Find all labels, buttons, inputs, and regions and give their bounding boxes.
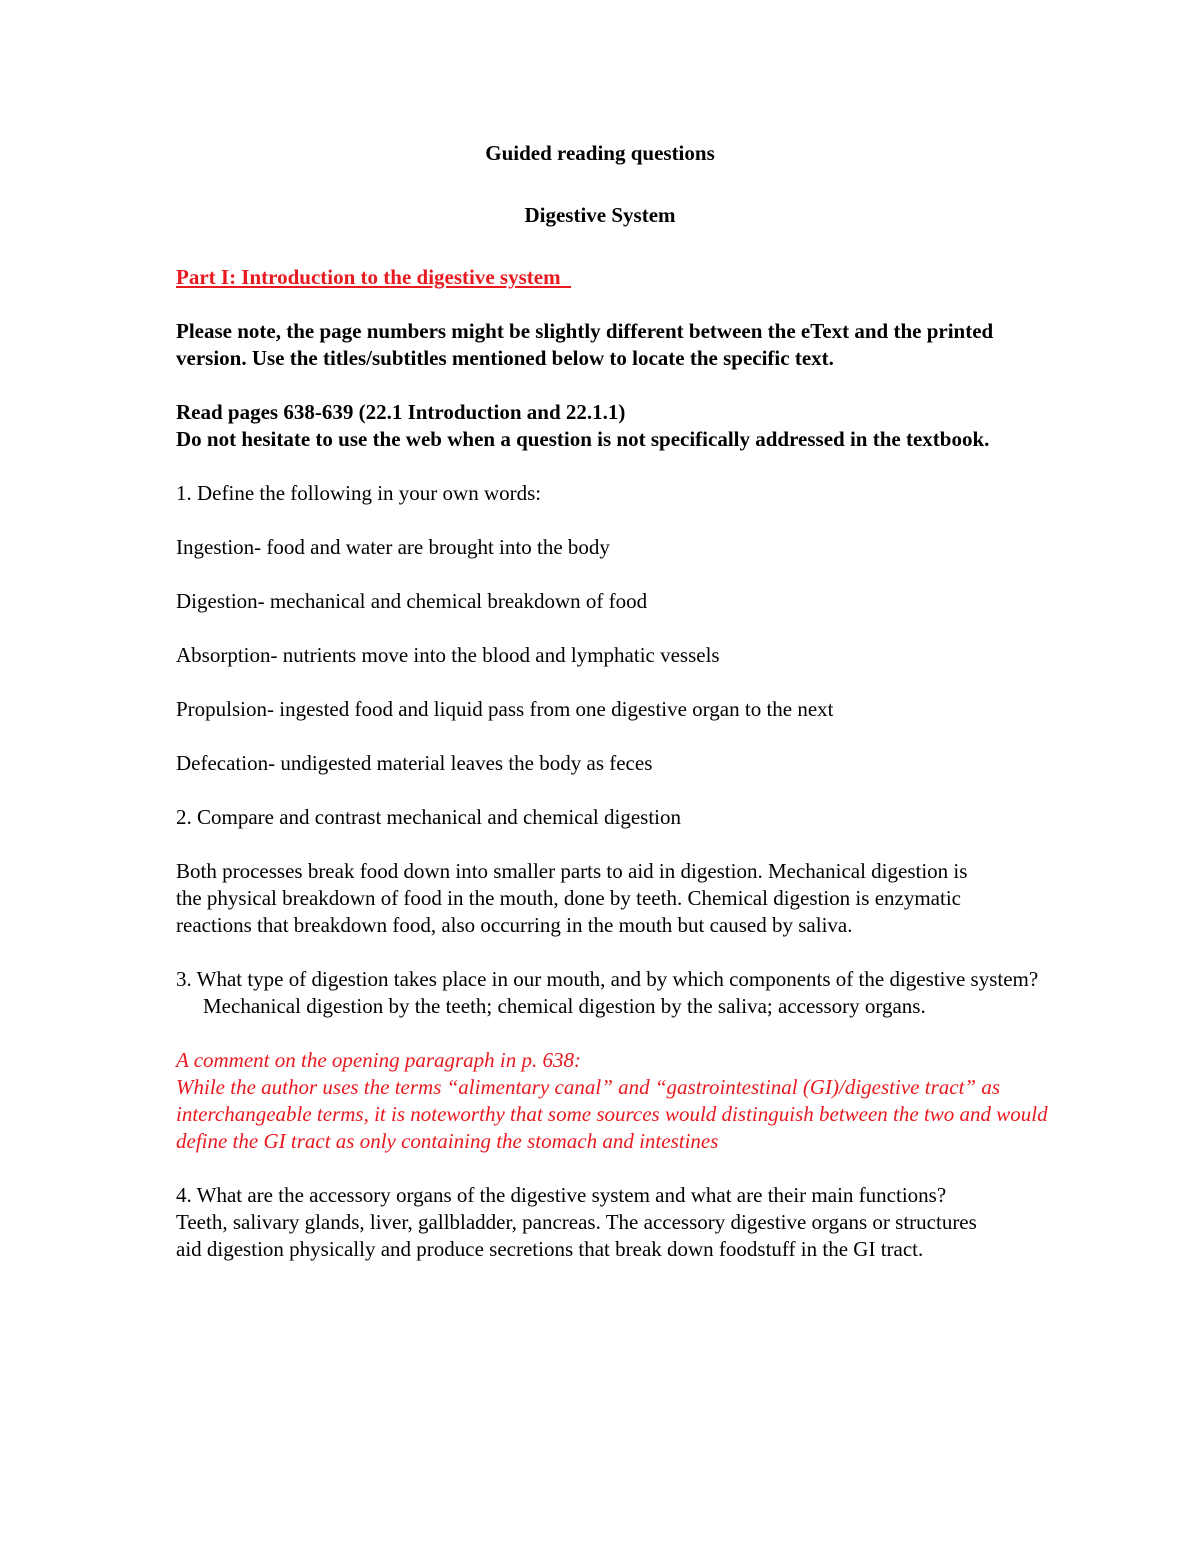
- question-3: 3. What type of digestion takes place in our mouth, and by which components of the digestive system? Mechanical digestion by the teeth; chemical digestion by the saliva; accessory organs.: [176, 967, 1039, 1018]
- comment-heading: A comment on the opening paragraph in p. 638:: [176, 1048, 581, 1072]
- definition-defecation: Defecation- undigested material leaves the body as feces: [176, 751, 653, 775]
- comment-body: While the author uses the terms “alimentary canal” and “gastrointestinal (GI)/digestive tract” as interchangeable terms, it is noteworthy that some sources would distinguish between the two and would define the GI tract as only containing the stomach and intestines: [176, 1075, 1048, 1153]
- answer-2: Both processes break food down into smaller parts to aid in digestion. Mechanical digestion is the physical breakdown of food in the mouth, done by teeth. Chemical digestion is enzymatic reactions that breakdown food, also occurring in the mouth but caused by saliva.: [176, 859, 968, 937]
- question-1: 1. Define the following in your own words:: [176, 481, 542, 505]
- definition-digestion: Digestion- mechanical and chemical breakdown of food: [176, 589, 648, 613]
- question-2: 2. Compare and contrast mechanical and chemical digestion: [176, 805, 681, 829]
- read-pages-instruction: Read pages 638-639 (22.1 Introduction and 22.1.1): [176, 400, 626, 424]
- definition-propulsion: Propulsion- ingested food and liquid pass from one digestive organ to the next: [176, 697, 834, 721]
- web-use-note: Do not hesitate to use the web when a question is not specifically addressed in the textbook.: [176, 427, 990, 451]
- document-page: [176, 140, 1056, 1290]
- definition-absorption: Absorption- nutrients move into the blood and lymphatic vessels: [176, 643, 720, 667]
- part-heading: Part I: Introduction to the digestive system: [176, 265, 572, 289]
- document-subtitle: Digestive System: [524, 203, 676, 227]
- definition-ingestion: Ingestion- food and water are brought into the body: [176, 535, 610, 559]
- question-4: 4. What are the accessory organs of the digestive system and what are their main functions? Teeth, salivary glands, liver, gallbladder, pancreas. The accessory digestive organs or structures aid digestion physically and produce secretions that break down foodstuff in the GI tract.: [176, 1183, 977, 1261]
- page-number-note: Please note, the page numbers might be slightly different between the eText and the printed version. Use the titles/subtitles mentioned below to locate the specific text.: [176, 319, 994, 370]
- document-title: Guided reading questions: [485, 141, 715, 165]
